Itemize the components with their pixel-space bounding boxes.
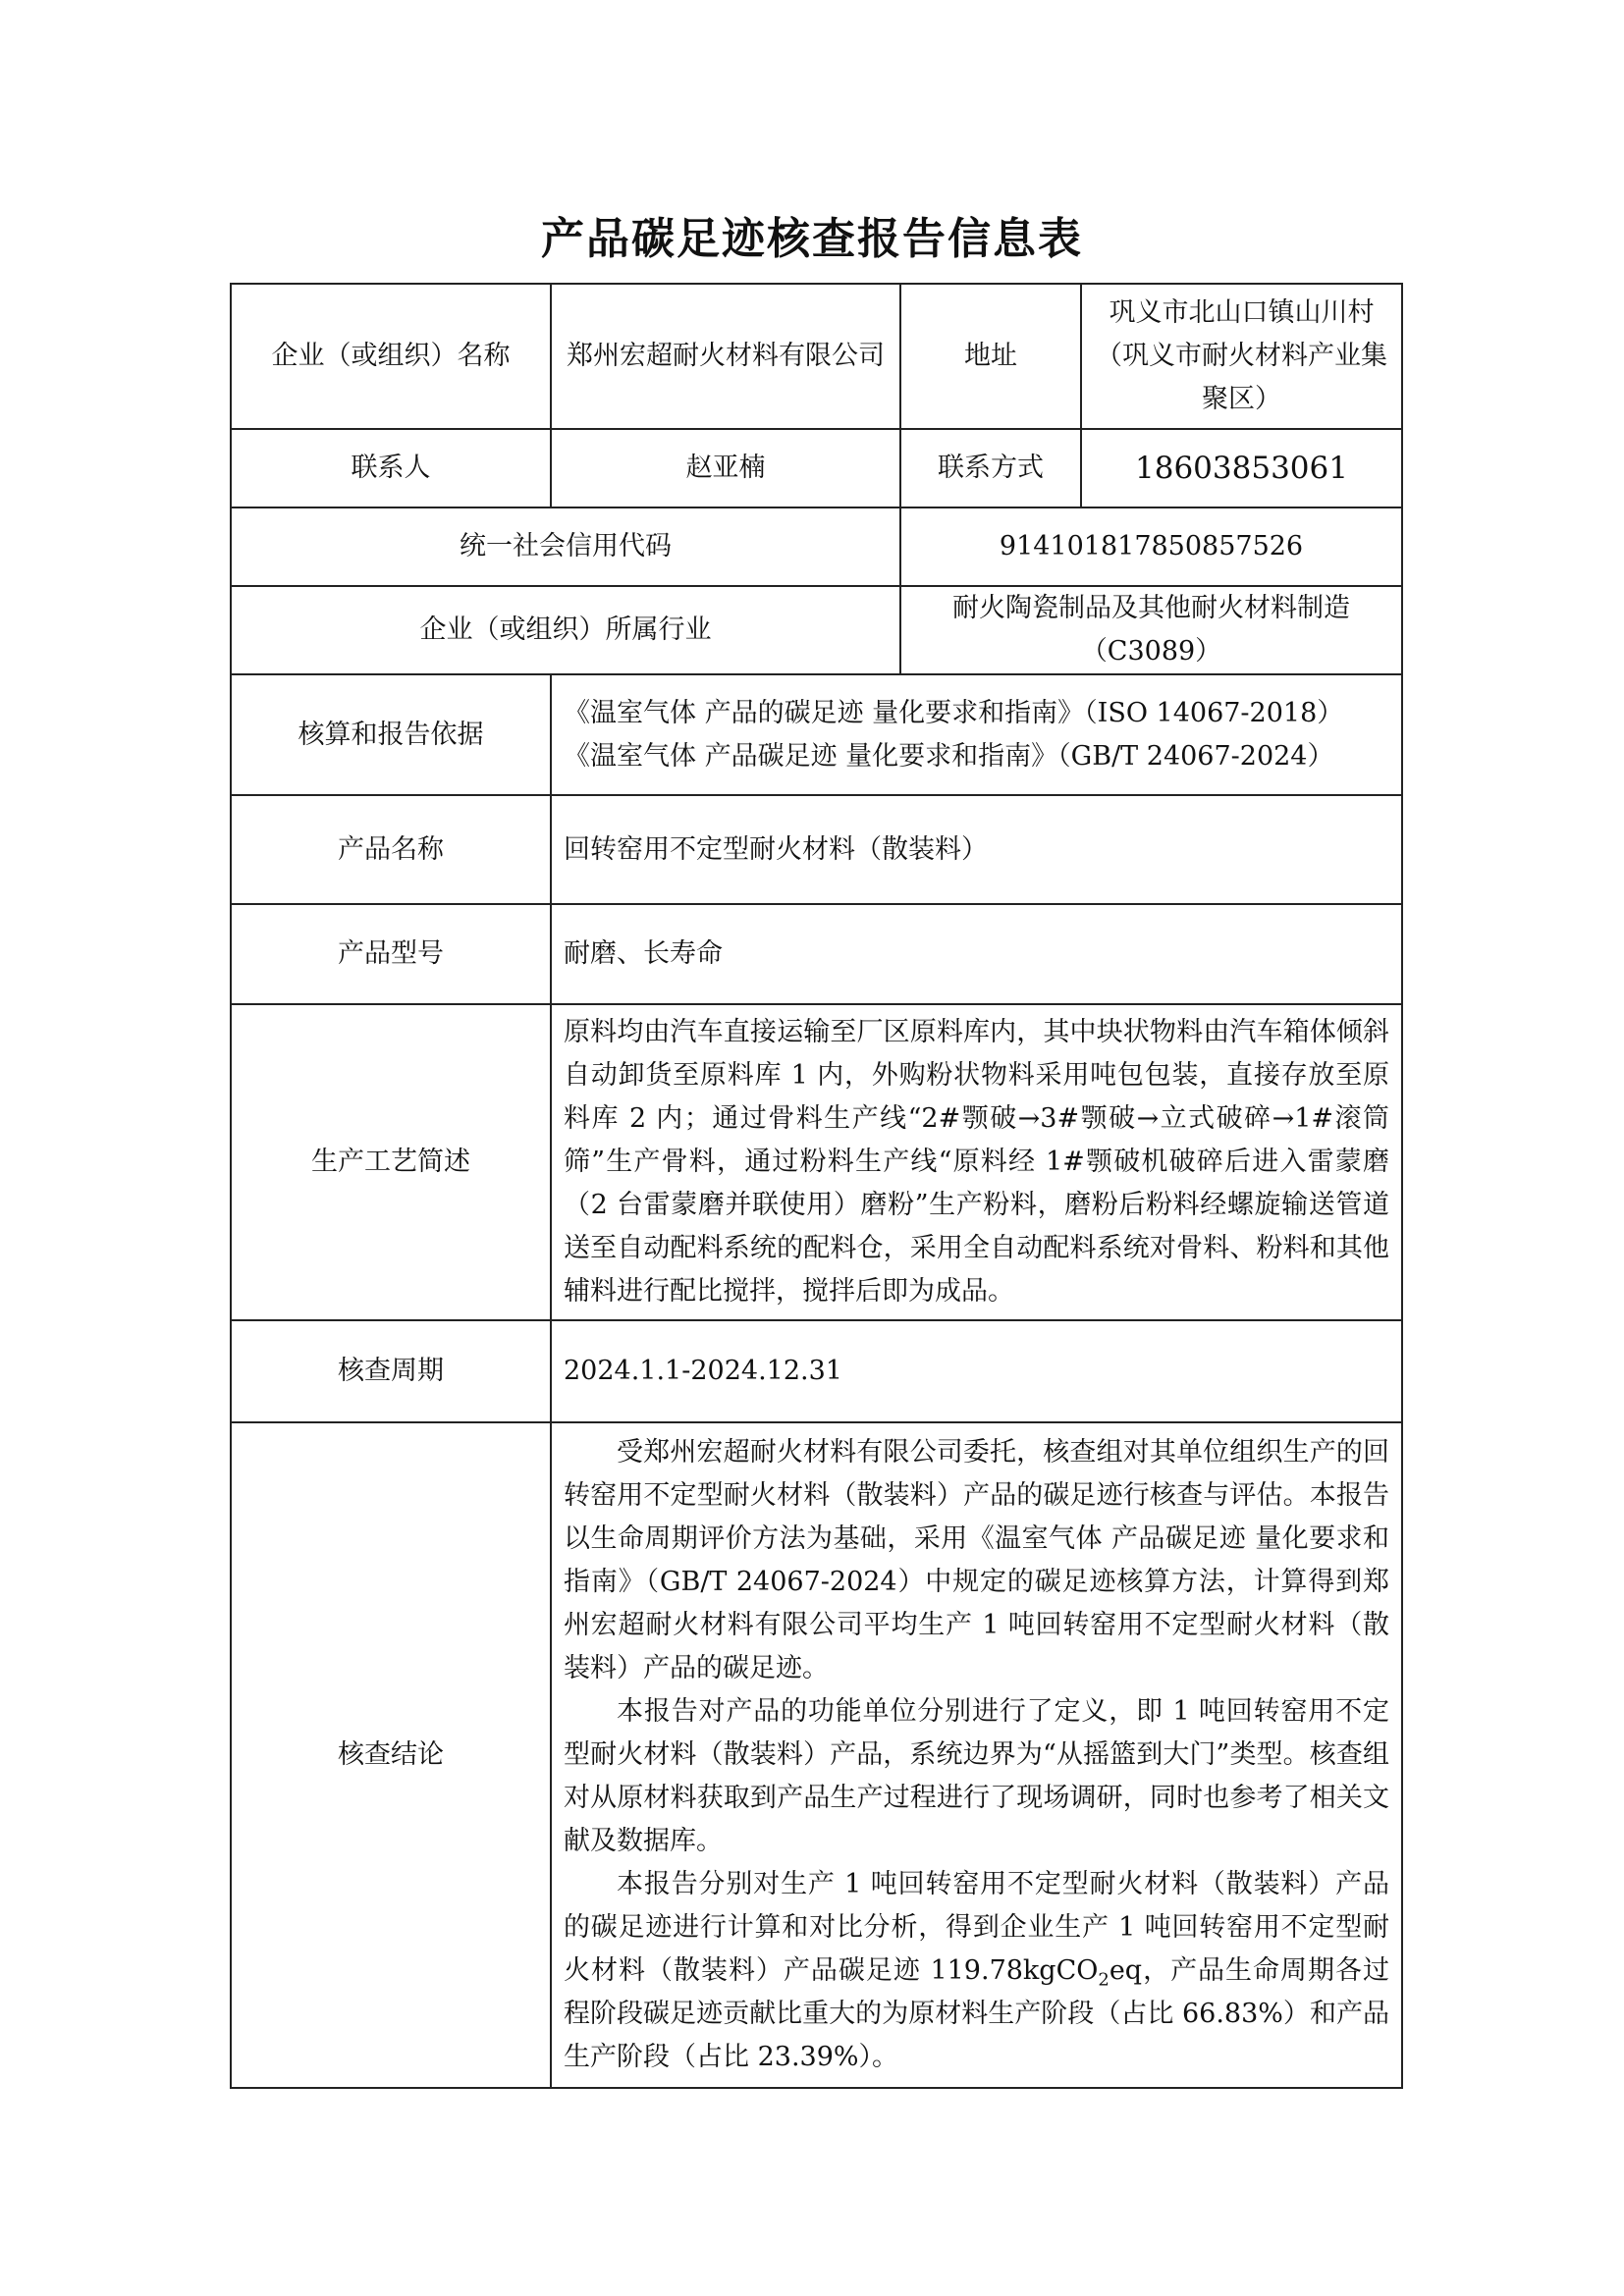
conclusion-paragraph-3-part-1: 本报告分别对生产 1 吨回转窑用不定型耐火材料（散装料）产品的碳足迹进行计算和对比分析，得到企业生产 1 吨回转窑用不定型耐火材料（散装料）产品碳足迹 119.78kgCO: [564, 1869, 1389, 1986]
basis-line-1: 《温室气体 产品的碳足迹 量化要求和指南》（ISO 14067-2018）: [564, 697, 1344, 728]
org-row: [231, 284, 1402, 429]
org-value: 郑州宏超耐火材料有限公司: [551, 284, 900, 429]
product-name-label: 产品名称: [231, 795, 551, 904]
contact-method-label: 联系方式: [900, 429, 1081, 507]
contact-label: 联系人: [231, 429, 551, 507]
period-value: 2024.1.1-2024.12.31: [551, 1320, 1402, 1422]
product-model-value: 耐磨、长寿命: [551, 904, 1402, 1004]
conclusion-paragraph-2: 本报告对产品的功能单位分别进行了定义，即 1 吨回转窑用不定型耐火材料（散装料）产品，系统边界为“从摇篮到大门”类型。核查组对从原材料获取到产品生产过程进行了现场调研，同时也参考了相关文献及数据库。: [564, 1696, 1389, 1856]
basis-value: [551, 674, 1402, 795]
co2-subscript: 2: [1098, 1969, 1110, 1991]
process-value: 原料均由汽车直接运输至厂区原料库内，其中块状物料由汽车箱体倾斜自动卸货至原料库 1 内，外购粉状物料采用吨包包装，直接存放至原料库 2 内；通过骨料生产线“2#颚破→3#颚破→立式破碎→1#滚筒筛”生产骨料，通过粉料生产线“原料经 1#颚破机破碎后进入雷蒙磨（2 台雷蒙磨并联使用）磨粉”生产粉料，磨粉后粉料经螺旋输送管道送至自动配料系统的配料仓，采用全自动配料系统对骨料、粉料和其他辅料进行配比搅拌，搅拌后即为成品。: [551, 1004, 1402, 1320]
conclusion-paragraph-1: 受郑州宏超耐火材料有限公司委托，核查组对其单位组织生产的回转窑用不定型耐火材料（散装料）产品的碳足迹行核查与评估。本报告以生命周期评价方法为基础，采用《温室气体 产品碳足迹 量化要求和指南》（GB/T 24067-2024）中规定的碳足迹核算方法，计算得到郑州宏超耐火材料有限公司平均生产 1 吨回转窑用不定型耐火材料（散装料）产品的碳足迹。: [564, 1437, 1389, 1683]
org-label: 企业（或组织）名称: [231, 284, 551, 429]
product-model-row: [231, 904, 1402, 1004]
credit-code-row: [231, 507, 1402, 586]
basis-label: 核算和报告依据: [231, 674, 551, 795]
info-table: [230, 283, 1403, 2089]
address-label: 地址: [900, 284, 1081, 429]
address-value: 巩义市北山口镇山川村（巩义市耐火材料产业集聚区）: [1081, 284, 1402, 429]
contact-value: 赵亚楠: [551, 429, 900, 507]
industry-label: 企业（或组织）所属行业: [231, 586, 900, 674]
basis-line-2: 《温室气体 产品碳足迹 量化要求和指南》（GB/T 24067-2024）: [564, 740, 1334, 772]
page-title: 产品碳足迹核查报告信息表: [541, 214, 1083, 264]
conclusion-row: [231, 1422, 1402, 2088]
period-row: [231, 1320, 1402, 1422]
conclusion-label: 核查结论: [231, 1422, 551, 2088]
conclusion-paragraph-3-part-2: eq，产品生命周期各过程阶段碳足迹贡献比重大的为原材料生产阶段（占比 66.83%）和产品生产阶段（占比 23.39%）。: [564, 1955, 1390, 2072]
contact-row: [231, 429, 1402, 507]
conclusion-paragraph-3: [564, 1863, 1389, 2079]
product-name-value: 回转窑用不定型耐火材料（散装料）: [551, 795, 1402, 904]
process-row: [231, 1004, 1402, 1320]
industry-row: [231, 586, 1402, 674]
credit-code-value: 914101817850857526: [900, 507, 1402, 586]
industry-value: 耐火陶瓷制品及其他耐火材料制造（C3089）: [900, 586, 1402, 674]
period-label: 核查周期: [231, 1320, 551, 1422]
contact-method-value: 18603853061: [1081, 429, 1402, 507]
credit-code-label: 统一社会信用代码: [231, 507, 900, 586]
process-label: 生产工艺简述: [231, 1004, 551, 1320]
product-name-row: [231, 795, 1402, 904]
conclusion-value: [551, 1422, 1402, 2088]
product-model-label: 产品型号: [231, 904, 551, 1004]
basis-row: [231, 674, 1402, 795]
